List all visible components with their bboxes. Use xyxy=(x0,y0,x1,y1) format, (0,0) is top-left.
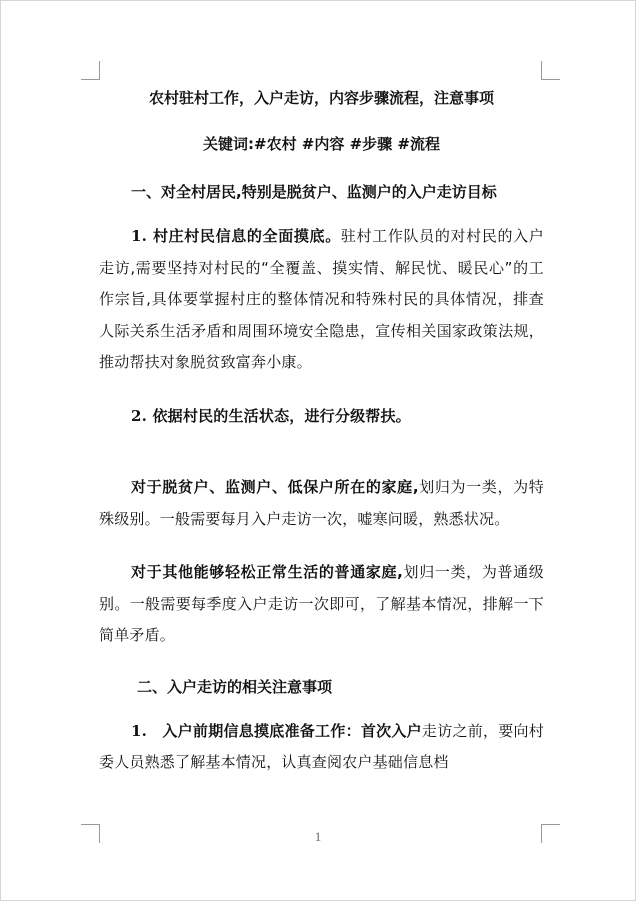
paragraph-special-level xyxy=(99,472,544,535)
section-heading-1: 一、对全村居民,特别是脱贫户、监测户的入户走访目标 xyxy=(131,183,497,201)
para-3-text: 划归为一类，为特殊级别。一般需要每月入户走访一次，嘘寒问暖，熟悉状况。 xyxy=(99,478,544,528)
crop-mark-top-left xyxy=(81,61,100,80)
para-4-text: 划归一类，为普通级别。一般需要每季度入户走访一次即可，了解基本情况，排解一下简单矛盾。 xyxy=(99,563,544,644)
item-3-lead: 1. 入户前期信息摸底准备工作：首次入户 xyxy=(131,721,422,740)
document-keywords: 关键词:#农村 #内容 #步骤 #流程 xyxy=(203,135,440,153)
page-number: 1 xyxy=(314,829,322,844)
paragraph-item-3 xyxy=(99,716,544,779)
para-4-bold: 对于其他能够轻松正常生活的普通家庭, xyxy=(131,563,404,581)
paragraph-normal-level xyxy=(99,557,544,652)
paragraph-item-2 xyxy=(99,401,544,433)
para-3-bold: 对于脱贫户、监测户、低保户所在的家庭, xyxy=(131,478,419,496)
item-3-text: 走访之前，要向村委人员熟悉了解基本情况，认真查阅农户基础信息档 xyxy=(99,721,544,771)
document-title: 农村驻村工作，入户走访，内容步骤流程，注意事项 xyxy=(148,89,494,107)
item-1-lead: 1. 村庄村民信息的全面摸底。 xyxy=(131,227,341,245)
document-body xyxy=(99,85,544,779)
crop-mark-top-right xyxy=(541,61,560,80)
section-heading-2: 二、入户走访的相关注意事项 xyxy=(137,677,333,696)
item-1-text: 驻村工作队员的对村民的入户走访,需要坚持对村民的“全覆盖、摸实情、解民忧、暖民心”的工作宗旨,具体要掌握村庄的整体情况和特殊村民的具体情况，排查人际关系生活矛盾和周围环境安全隐患，宣传相关国家政策法规，推动帮扶对象脱贫致富奔小康。 xyxy=(99,227,544,371)
paragraph-item-1 xyxy=(99,221,544,379)
item-2-lead: 2. 依据村民的生活状态，进行分级帮扶。 xyxy=(131,406,411,425)
